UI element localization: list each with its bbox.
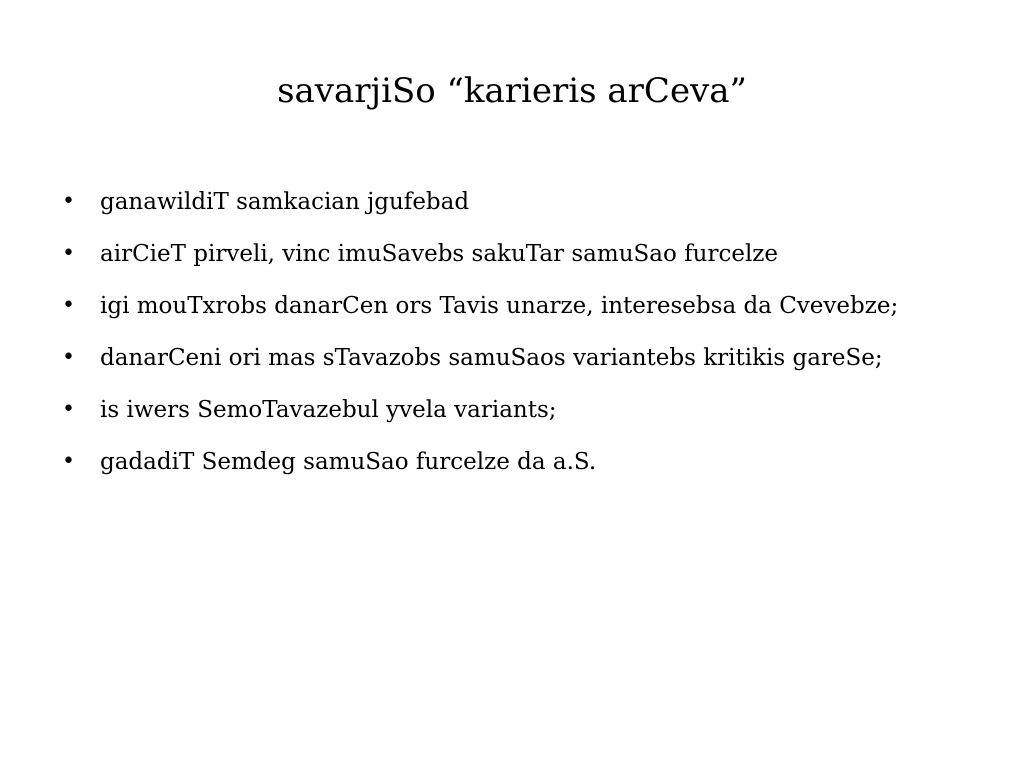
bullet-icon: • (62, 397, 75, 422)
list-item (62, 390, 1002, 442)
bullet-icon: • (62, 345, 75, 370)
bullet-text: is iwers SemoTavazebul yvela variants; (100, 397, 557, 423)
bullet-icon: • (62, 189, 75, 214)
bullet-icon: • (62, 293, 75, 318)
bullet-text: danarCeni ori mas sTavazobs samuSaos variantebs kritikis gareSe; (100, 345, 883, 371)
list-item (62, 182, 1002, 234)
list-item (62, 286, 1002, 338)
list-item (62, 442, 1002, 494)
bullet-list (62, 182, 1002, 494)
slide-title: savarjiSo “karieris arCeva” (277, 71, 747, 111)
bullet-text: igi mouTxrobs danarCen ors Tavis unarze, interesebsa da Cvevebze; (100, 293, 899, 319)
list-item (62, 338, 1002, 390)
bullet-icon: • (62, 241, 75, 266)
bullet-text: gadadiT Semdeg samuSao furcelze da a.S. (100, 449, 597, 475)
bullet-text: airCieT pirveli, vinc imuSavebs sakuTar samuSao furcelze (100, 241, 779, 267)
list-item (62, 234, 1002, 286)
bullet-icon: • (62, 449, 75, 474)
bullet-text: ganawildiT samkacian jgufebad (100, 189, 470, 215)
